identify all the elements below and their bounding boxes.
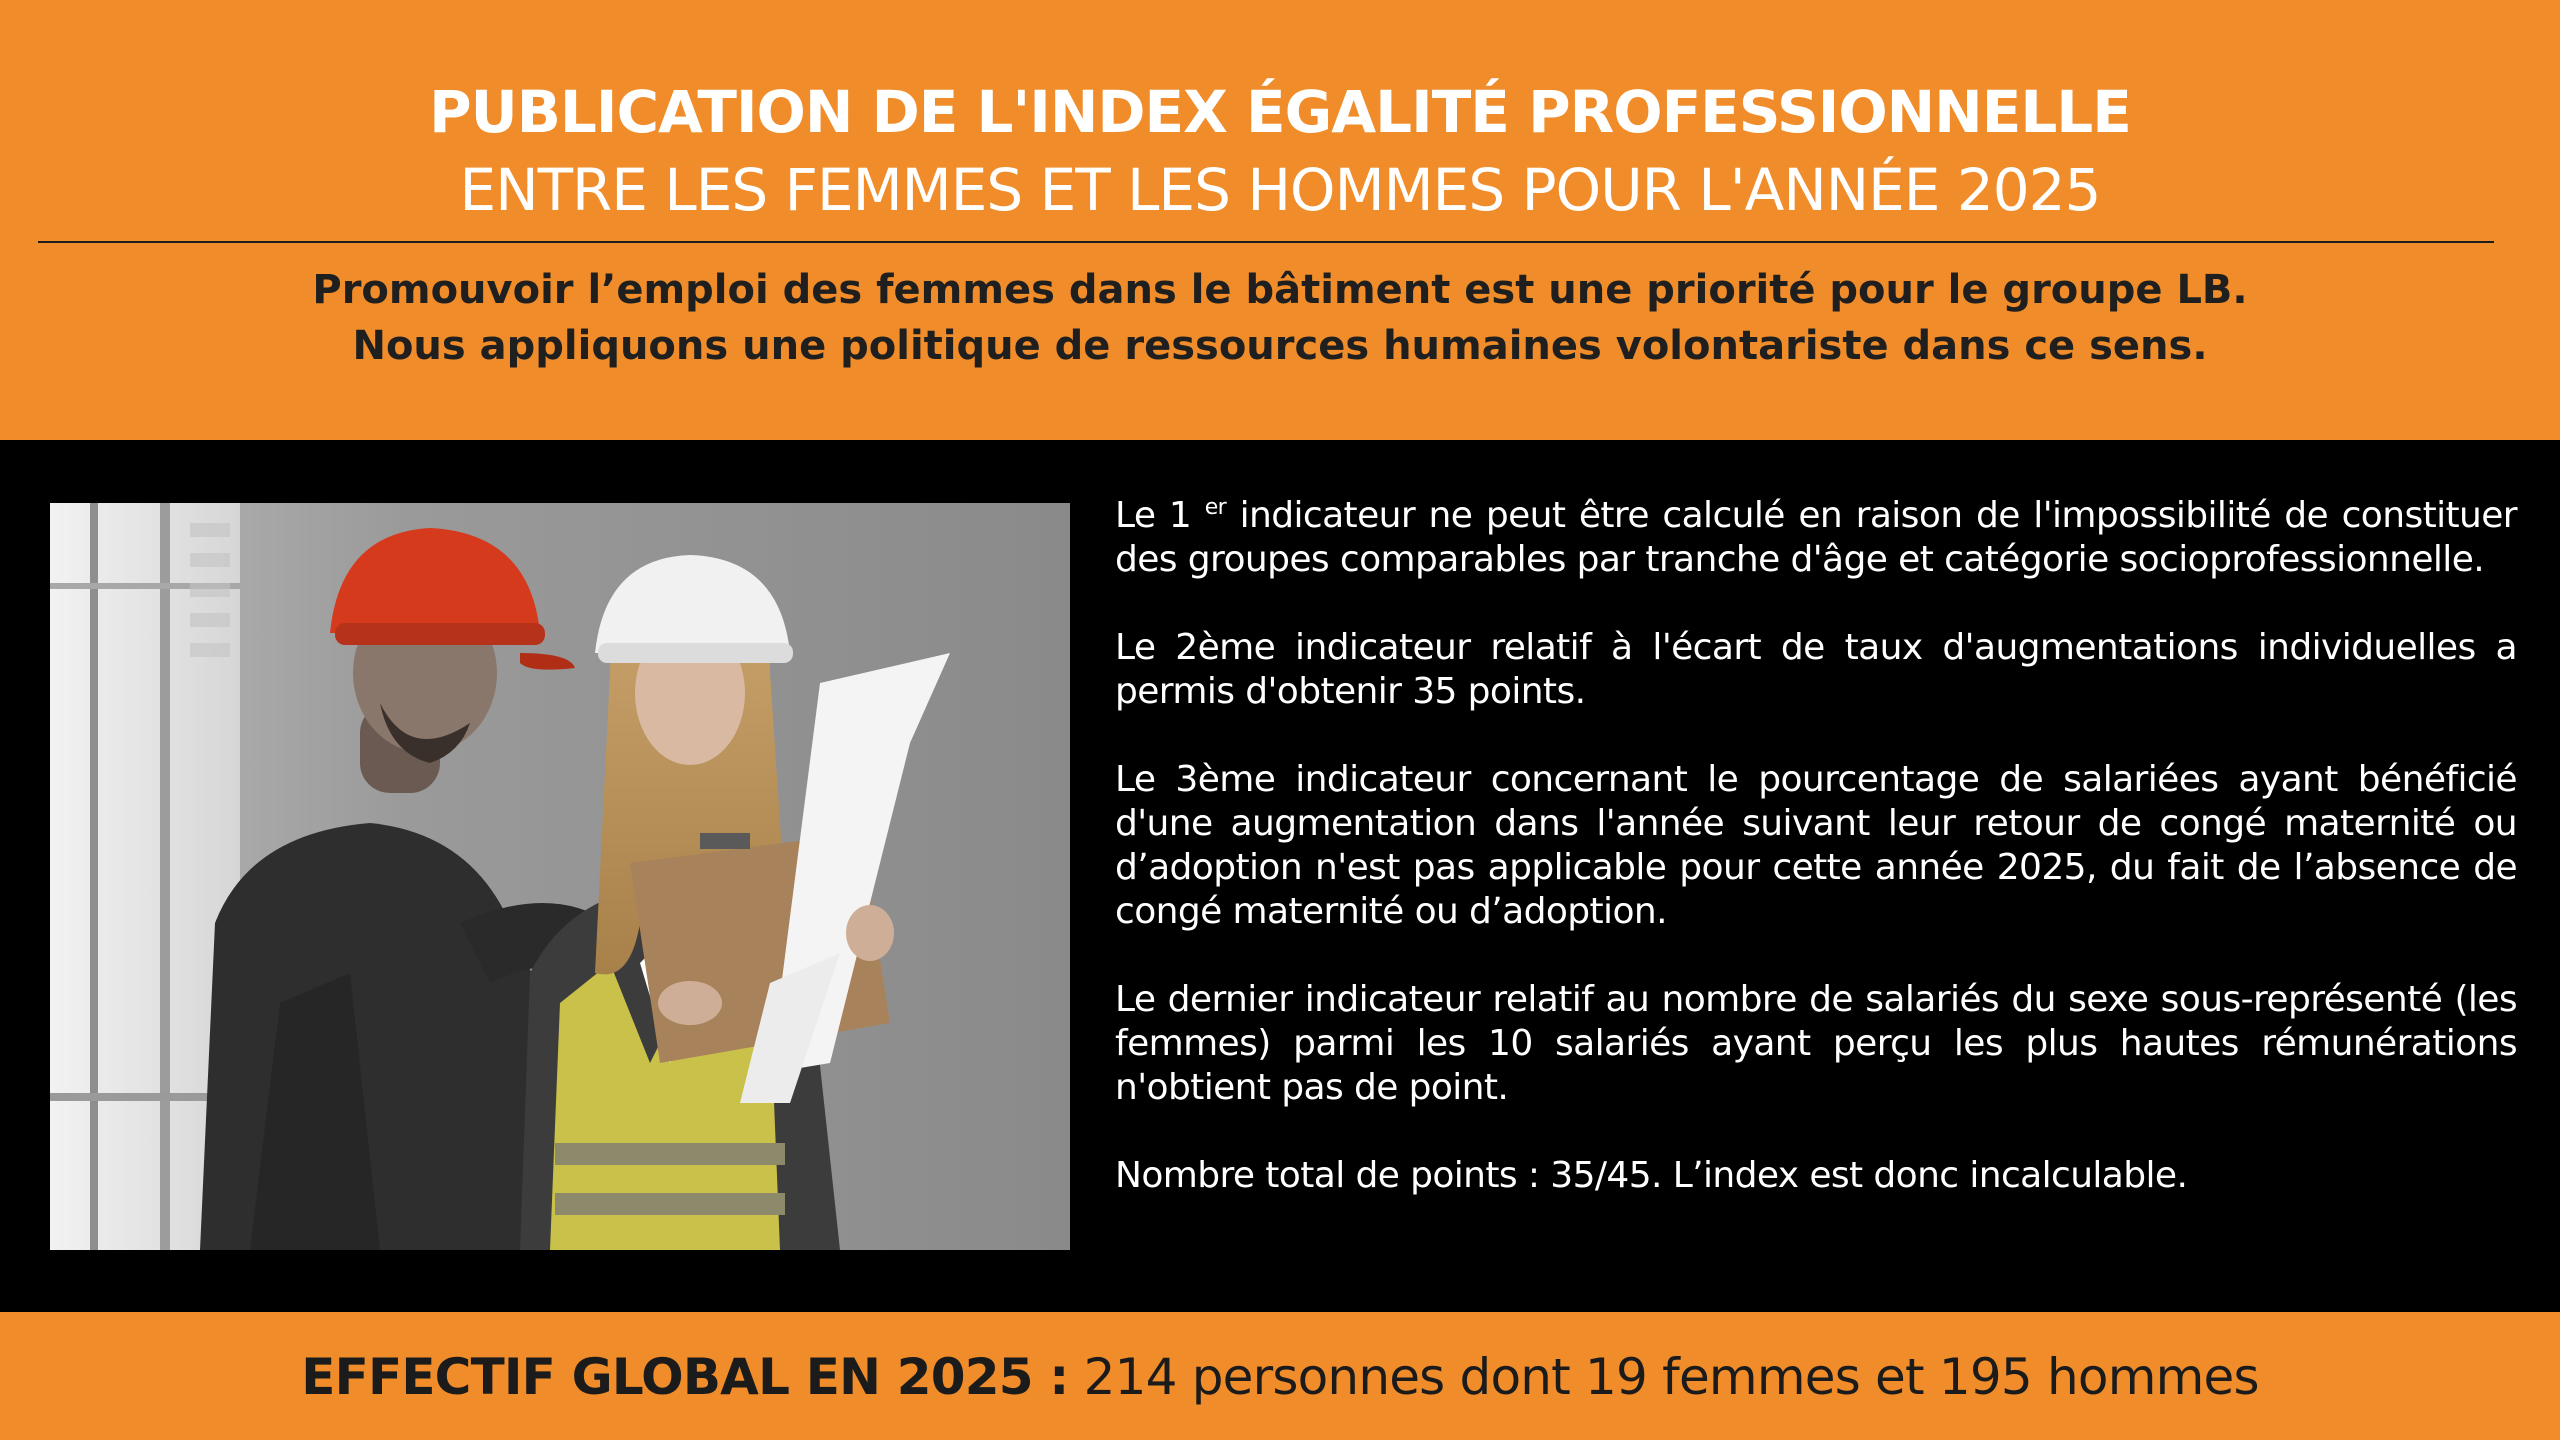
construction-workers-photo — [50, 503, 1070, 1250]
intro-statement — [0, 262, 2560, 374]
indicators-text — [1115, 494, 2517, 1198]
indicator-4-paragraph: Le dernier indicateur relatif au nombre de salariés du sexe sous-représenté (les femmes) parmi les 10 salariés ayant perçu les plus hautes rémunérations n'obtient pas de point. — [1115, 979, 2517, 1108]
intro-line-2: Nous appliquons une politique de ressources humaines volontariste dans ce sens. — [352, 323, 2208, 369]
workforce-value: 214 personnes dont 19 femmes et 195 hommes — [1068, 1348, 2259, 1406]
intro-line-1: Promouvoir l’emploi des femmes dans le bâtiment est une priorité pour le groupe LB. — [312, 267, 2248, 313]
page-title: PUBLICATION DE L'INDEX ÉGALITÉ PROFESSIONNELLE — [429, 78, 2131, 146]
footer-banner — [0, 1312, 2560, 1440]
workforce-label: EFFECTIF GLOBAL EN 2025 : — [301, 1348, 1069, 1406]
page-subtitle: ENTRE LES FEMMES ET LES HOMMES POUR L'ANNÉE 2025 — [459, 156, 2101, 224]
header-banner — [0, 0, 2560, 440]
indicator-2-paragraph: Le 2ème indicateur relatif à l'écart de taux d'augmentations individuelles a permis d'obtenir 35 points. — [1115, 627, 2517, 712]
total-points-paragraph: Nombre total de points : 35/45. L’index est donc incalculable. — [1115, 1155, 2188, 1196]
header-divider — [38, 241, 2494, 243]
workforce-summary — [0, 1342, 2560, 1412]
indicator-3-paragraph: Le 3ème indicateur concernant le pourcentage de salariées ayant bénéficié d'une augmentation dans l'année suivant leur retour de congé maternité ou d’adoption n'est pas applicable pour cette année 2025, du fait de l’absence de congé maternité ou d’adoption. — [1115, 759, 2517, 932]
indicator-1-paragraph: Le 1 $^{er}$ indicateur ne peut être calculé en raison de l'impossibilité de constituer des groupes comparables par tranche d'âge et catégorie socioprofessionnelle. — [1115, 495, 2517, 580]
